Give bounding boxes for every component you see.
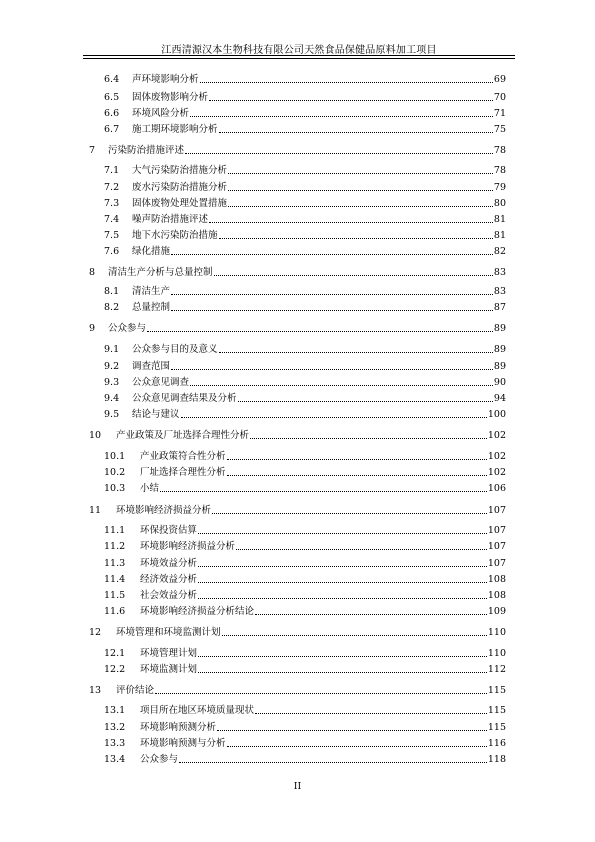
toc-entry-title: 社会效益分析 [140, 590, 198, 601]
toc-section-entry[interactable] [88, 524, 506, 537]
toc-dot-leader [228, 173, 493, 174]
toc-entry-number: 11.1 [104, 525, 126, 536]
toc-dot-leader [179, 762, 487, 763]
toc-dot-leader [227, 459, 487, 460]
toc-entry-number: 12 [89, 627, 102, 638]
toc-entry-number: 7.4 [104, 214, 120, 225]
toc-chapter-entry[interactable] [88, 429, 506, 442]
toc-section-entry[interactable] [88, 91, 506, 104]
toc-section-entry[interactable] [88, 107, 506, 120]
toc-entry-number: 8.1 [104, 286, 120, 297]
page-number: II [293, 781, 302, 792]
toc-dot-leader [209, 222, 493, 223]
toc-section-entry[interactable] [88, 408, 506, 421]
toc-entry-number: 10 [89, 430, 102, 441]
toc-section-entry[interactable] [88, 229, 506, 242]
toc-entry-title: 环境管理和环境监测计划 [116, 627, 221, 638]
toc-section-entry[interactable] [88, 392, 506, 405]
toc-entry-number: 7.3 [104, 198, 120, 209]
toc-entry-title: 环境影响预测分析 [140, 722, 217, 733]
toc-dot-leader [219, 132, 493, 133]
toc-entry-title: 项目所在地区环境质量现状 [140, 705, 255, 716]
toc-entry-title: 清洁生产分析与总量控制 [108, 267, 213, 278]
toc-entry-number: 12.1 [104, 648, 126, 659]
toc-entry-page: 94 [493, 393, 506, 404]
toc-entry-title: 声环境影响分析 [132, 74, 199, 85]
toc-entry-title: 地下水污染防治措施 [132, 230, 218, 241]
toc-entry-title: 公众参与目的及意义 [132, 344, 218, 355]
toc-entry-number: 6.5 [104, 92, 120, 103]
toc-entry-title: 废水污染防治措施分析 [132, 182, 228, 193]
toc-entry-title: 环境监测计划 [140, 664, 198, 675]
toc-entry-number: 9.5 [104, 409, 120, 420]
toc-entry-page: 115 [487, 685, 506, 696]
toc-entry-number: 7.6 [104, 246, 120, 257]
toc-section-entry[interactable] [88, 753, 506, 766]
toc-entry-title: 噪声防治措施评述 [132, 214, 209, 225]
toc-entry-page: 106 [487, 483, 506, 494]
toc-dot-leader [209, 100, 493, 101]
toc-chapter-entry[interactable] [88, 266, 506, 279]
toc-entry-page: 102 [487, 451, 506, 462]
toc-entry-number: 6.4 [104, 74, 120, 85]
toc-section-entry[interactable] [88, 589, 506, 602]
toc-section-entry[interactable] [88, 466, 506, 479]
toc-entry-number: 10.1 [104, 451, 126, 462]
toc-section-entry[interactable] [88, 164, 506, 177]
toc-section-entry[interactable] [88, 450, 506, 463]
toc-entry-page: 107 [487, 525, 506, 536]
toc-entry-title: 经济效益分析 [140, 574, 198, 585]
toc-entry-number: 13.3 [104, 738, 126, 749]
toc-entry-number: 11.2 [104, 541, 126, 552]
toc-entry-title: 环保投资估算 [140, 525, 198, 536]
toc-dot-leader [190, 116, 493, 117]
toc-entry-page: 107 [487, 558, 506, 569]
toc-dot-leader [219, 352, 493, 353]
toc-entry-page: 75 [493, 124, 506, 135]
toc-entry-page: 115 [487, 722, 506, 733]
toc-dot-leader [236, 549, 487, 550]
toc-entry-number: 6.6 [104, 108, 120, 119]
toc-dot-leader [198, 533, 487, 534]
toc-entry-title: 固体废物处理处置措施 [132, 198, 228, 209]
toc-section-entry[interactable] [88, 360, 506, 373]
toc-dot-leader [214, 275, 493, 276]
toc-entry-number: 8 [89, 267, 96, 278]
toc-entry-page: 90 [493, 377, 506, 388]
toc-dot-leader [250, 438, 487, 439]
toc-entry-number: 9.2 [104, 361, 120, 372]
toc-entry-title: 环境效益分析 [140, 558, 198, 569]
toc-entry-title: 绿化措施 [132, 246, 171, 257]
toc-entry-number: 13 [89, 685, 102, 696]
toc-entry-page: 89 [493, 344, 506, 355]
toc-entry-page: 82 [493, 246, 506, 257]
toc-entry-page: 83 [493, 267, 506, 278]
toc-entry-page: 87 [493, 302, 506, 313]
toc-entry-page: 81 [493, 230, 506, 241]
toc-entry-page: 69 [493, 74, 506, 85]
toc-entry-title: 环境影响经济损益分析结论 [140, 606, 255, 617]
toc-dot-leader [181, 417, 487, 418]
toc-entry-title: 公众意见调查结果及分析 [132, 393, 237, 404]
toc-dot-leader [155, 693, 487, 694]
toc-entry-page: 78 [493, 145, 506, 156]
toc-entry-page: 107 [487, 541, 506, 552]
toc-entry-title: 产业政策及厂址选择合理性分析 [116, 430, 250, 441]
toc-chapter-entry[interactable] [88, 322, 506, 335]
toc-section-entry[interactable] [88, 245, 506, 258]
toc-dot-leader [198, 598, 487, 599]
toc-section-entry[interactable] [88, 301, 506, 314]
toc-entry-page: 71 [493, 108, 506, 119]
toc-entry-page: 118 [487, 754, 506, 765]
toc-entry-title: 环境影响经济损益分析 [116, 505, 212, 516]
toc-dot-leader [160, 491, 487, 492]
toc-section-entry[interactable] [88, 73, 506, 86]
toc-entry-number: 13.2 [104, 722, 126, 733]
toc-dot-leader [200, 82, 493, 83]
toc-section-entry[interactable] [88, 213, 506, 226]
toc-dot-leader [228, 190, 493, 191]
toc-entry-page: 115 [487, 705, 506, 716]
toc-entry-number: 8.2 [104, 302, 120, 313]
toc-entry-page: 80 [493, 198, 506, 209]
toc-entry-number: 9.3 [104, 377, 120, 388]
toc-entry-title: 评价结论 [116, 685, 155, 696]
toc-entry-page: 108 [487, 574, 506, 585]
toc-entry-number: 9.1 [104, 344, 120, 355]
toc-entry-page: 110 [487, 627, 506, 638]
toc-entry-title: 结论与建议 [132, 409, 180, 420]
toc-entry-page: 102 [487, 430, 506, 441]
toc-entry-number: 11.5 [104, 590, 126, 601]
toc-dot-leader [228, 206, 493, 207]
toc-section-entry[interactable] [88, 557, 506, 570]
toc-entry-number: 13.4 [104, 754, 126, 765]
toc-entry-number: 10.2 [104, 467, 126, 478]
toc-dot-leader [255, 614, 487, 615]
toc-entry-title: 环境影响经济损益分析 [140, 541, 236, 552]
toc-dot-leader [219, 238, 493, 239]
toc-dot-leader [171, 369, 493, 370]
toc-dot-leader [198, 656, 487, 657]
toc-section-entry[interactable] [88, 343, 506, 356]
toc-dot-leader [238, 401, 493, 402]
toc-chapter-entry[interactable] [88, 504, 506, 517]
toc-dot-leader [212, 513, 487, 514]
toc-entry-number: 7.5 [104, 230, 120, 241]
toc-entry-page: 79 [493, 182, 506, 193]
toc-entry-title: 清洁生产 [132, 286, 171, 297]
toc-chapter-entry[interactable] [88, 144, 506, 157]
toc-chapter-entry[interactable] [88, 626, 506, 639]
toc-entry-title: 产业政策符合性分析 [140, 451, 226, 462]
toc-entry-title: 总量控制 [132, 302, 171, 313]
toc-section-entry[interactable] [88, 737, 506, 750]
toc-entry-page: 112 [487, 664, 506, 675]
toc-entry-title: 厂址选择合理性分析 [140, 467, 226, 478]
toc-section-entry[interactable] [88, 573, 506, 586]
toc-entry-page: 116 [487, 738, 506, 749]
toc-entry-number: 12.2 [104, 664, 126, 675]
toc-dot-leader [255, 713, 487, 714]
toc-entry-title: 公众参与 [108, 323, 147, 334]
toc-entry-number: 6.7 [104, 124, 120, 135]
toc-entry-page: 78 [493, 165, 506, 176]
toc-entry-number: 9 [89, 323, 96, 334]
toc-dot-leader [171, 310, 493, 311]
toc-entry-page: 109 [487, 606, 506, 617]
toc-entry-title: 小结 [140, 483, 160, 494]
toc-entry-title: 环境管理计划 [140, 648, 198, 659]
toc-entry-title: 公众意见调查 [132, 377, 190, 388]
toc-section-entry[interactable] [88, 482, 506, 495]
toc-dot-leader [227, 746, 487, 747]
toc-entry-number: 11.3 [104, 558, 126, 569]
toc-dot-leader [198, 566, 487, 567]
toc-entry-title: 环境影响预测与分析 [140, 738, 226, 749]
toc-section-entry[interactable] [88, 721, 506, 734]
toc-entry-number: 11.4 [104, 574, 126, 585]
toc-section-entry[interactable] [88, 197, 506, 210]
toc-dot-leader [185, 153, 493, 154]
toc-entry-page: 110 [487, 648, 506, 659]
toc-dot-leader [222, 635, 487, 636]
toc-section-entry[interactable] [88, 663, 506, 676]
toc-entry-page: 89 [493, 323, 506, 334]
toc-entry-number: 11 [89, 505, 102, 516]
toc-entry-page: 102 [487, 467, 506, 478]
running-header: 江西清源汉本生物科技有限公司天然食品保健品原料加工项目 [161, 45, 437, 56]
toc-entry-number: 13.1 [104, 705, 126, 716]
toc-entry-number: 7 [89, 145, 96, 156]
toc-dot-leader [190, 385, 493, 386]
toc-dot-leader [217, 730, 487, 731]
toc-entry-number: 10.3 [104, 483, 126, 494]
toc-section-entry[interactable] [88, 647, 506, 660]
toc-dot-leader [171, 254, 493, 255]
toc-section-entry[interactable] [88, 123, 506, 136]
toc-entry-page: 83 [493, 286, 506, 297]
toc-entry-title: 污染防治措施评述 [108, 145, 185, 156]
toc-entry-title: 固体废物影响分析 [132, 92, 209, 103]
toc-entry-page: 70 [493, 92, 506, 103]
toc-dot-leader [147, 331, 493, 332]
toc-entry-number: 7.1 [104, 165, 120, 176]
toc-entry-title: 调查范围 [132, 361, 171, 372]
toc-entry-title: 大气污染防治措施分析 [132, 165, 228, 176]
toc-section-entry[interactable] [88, 605, 506, 618]
toc-dot-leader [198, 672, 487, 673]
toc-entry-page: 81 [493, 214, 506, 225]
toc-section-entry[interactable] [88, 285, 506, 298]
toc-dot-leader [227, 475, 487, 476]
toc-entry-page: 107 [487, 505, 506, 516]
toc-section-entry[interactable] [88, 376, 506, 389]
toc-entry-title: 施工期环境影响分析 [132, 124, 218, 135]
toc-entry-number: 9.4 [104, 393, 120, 404]
toc-entry-page: 89 [493, 361, 506, 372]
toc-chapter-entry[interactable] [88, 684, 506, 697]
toc-dot-leader [171, 294, 493, 295]
toc-section-entry[interactable] [88, 704, 506, 717]
toc-entry-page: 108 [487, 590, 506, 601]
toc-entry-number: 11.6 [104, 606, 126, 617]
toc-dot-leader [198, 582, 487, 583]
toc-entry-number: 7.2 [104, 182, 120, 193]
toc-section-entry[interactable] [88, 181, 506, 194]
toc-entry-title: 环境风险分析 [132, 108, 190, 119]
toc-entry-title: 公众参与 [140, 754, 179, 765]
toc-section-entry[interactable] [88, 540, 506, 553]
toc-entry-page: 100 [487, 409, 506, 420]
